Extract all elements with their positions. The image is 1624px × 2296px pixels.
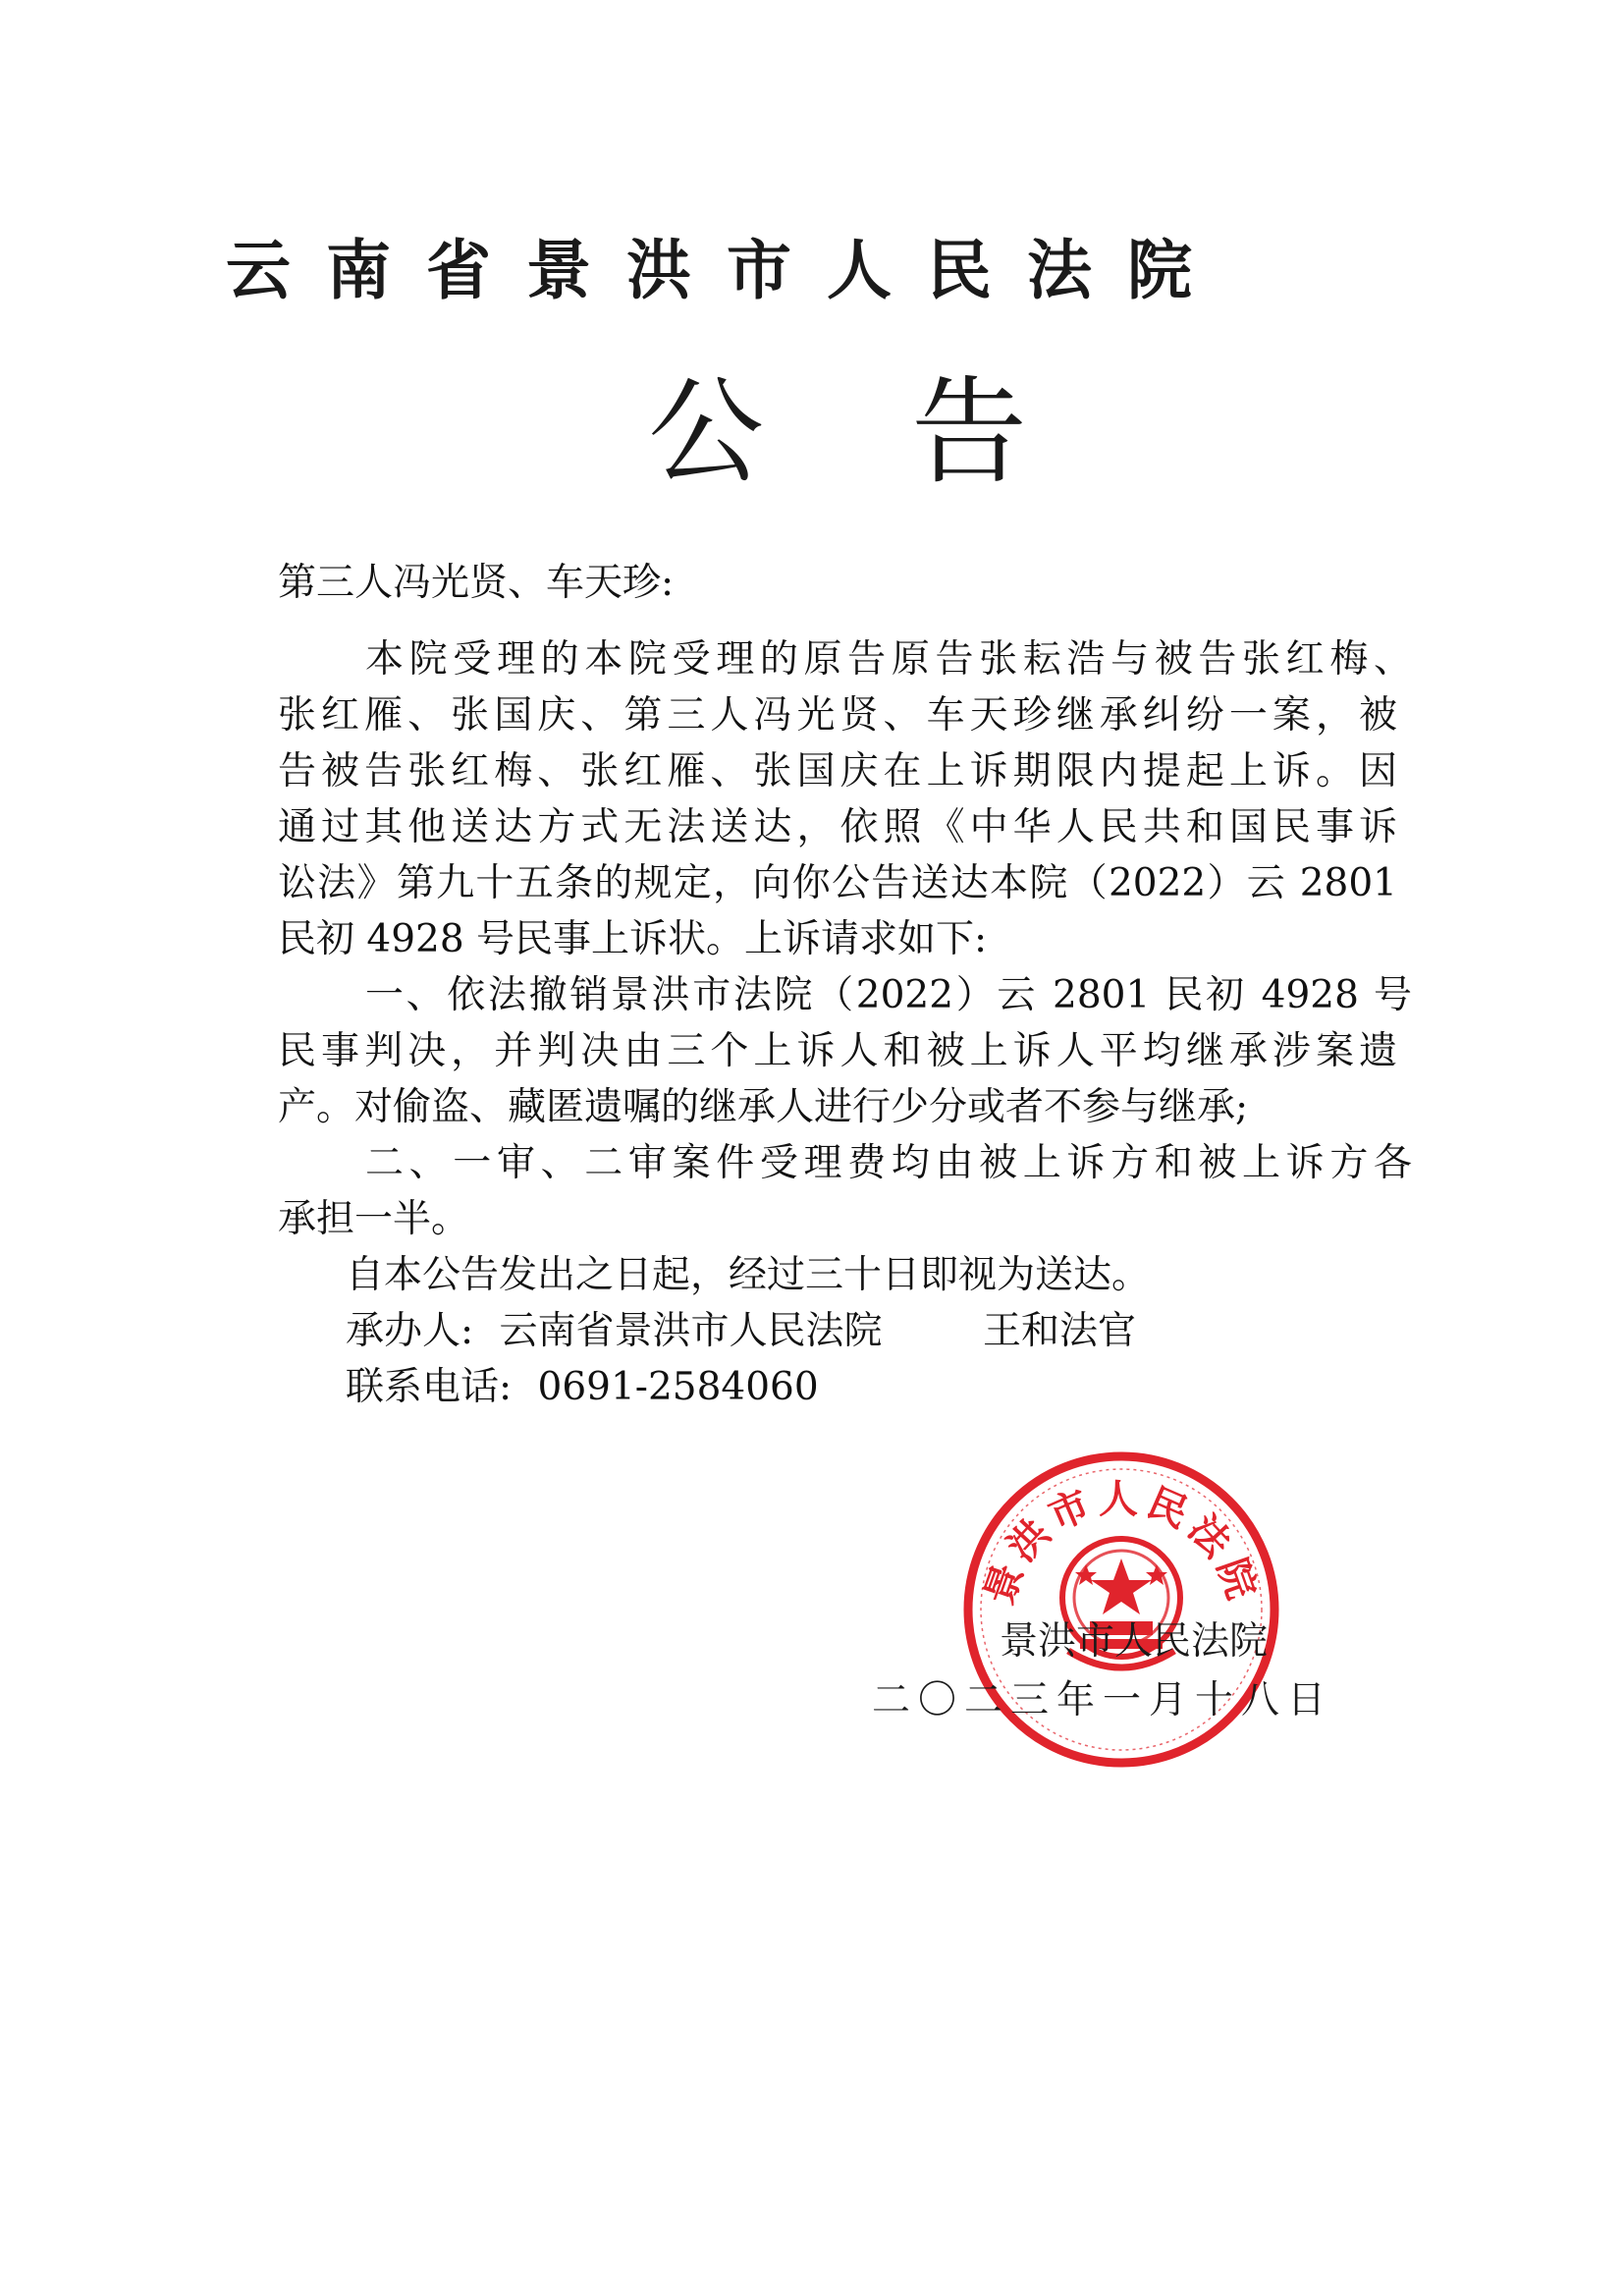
handler-org: 云南省景洪市人民法院 [499,1309,883,1353]
claim-2-line-2: 承担一半。 [278,1197,470,1241]
body-line-4: 通过其他送达方式无法送达，依照《中华人民共和国民事诉 [278,805,1397,849]
notice-title: 公告 [648,364,1175,500]
claim-1-line-1: 一、依法撤销景洪市法院（2022）云 2801 民初 4928 号 [365,973,1412,1017]
court-name-heading: 云南省景洪市人民法院 [226,233,1227,308]
body-line-2: 张红雁、张国庆、第三人冯光贤、车天珍继承纠纷一案，被 [278,693,1397,738]
svg-text:景洪市人民法院: 景洪市人民法院 [975,1475,1268,1611]
addressee: 第三人冯光贤、车天珍: [278,561,675,605]
body-line-3: 告被告张红梅、张红雁、张国庆在上诉期限内提起上诉。因 [278,749,1397,793]
phone-line [346,1356,819,1411]
phone-number: 0691-2584060 [537,1365,819,1409]
handler-label: 承办人: [346,1309,474,1353]
claim-2-line-1: 二、一审、二审案件受理费均由被上诉方和被上诉方各 [365,1141,1412,1185]
claim-1-line-3: 产。对偷盗、藏匿遗嘱的继承人进行少分或者不参与继承; [278,1085,1249,1129]
claim-1-line-2: 民事判决，并判决由三个上诉人和被上诉人平均继承涉案遗 [278,1029,1397,1073]
body-line-1: 本院受理的本院受理的原告原告张耘浩与被告张红梅、 [365,637,1412,682]
signature-date: 二〇二三年一月十八日 [872,1678,1334,1722]
signature-court: 景洪市人民法院 [1000,1619,1269,1664]
handler-name: 王和法官 [982,1309,1136,1353]
effective-clause: 自本公告发出之日起，经过三十日即视为送达。 [346,1253,1151,1297]
body-line-5: 讼法》第九十五条的规定，向你公告送达本院（2022）云 2801 [278,861,1397,905]
body-line-6: 民初 4928 号民事上诉状。上诉请求如下: [278,917,988,961]
phone-label: 联系电话: [346,1365,513,1409]
handler-line [346,1300,1136,1355]
